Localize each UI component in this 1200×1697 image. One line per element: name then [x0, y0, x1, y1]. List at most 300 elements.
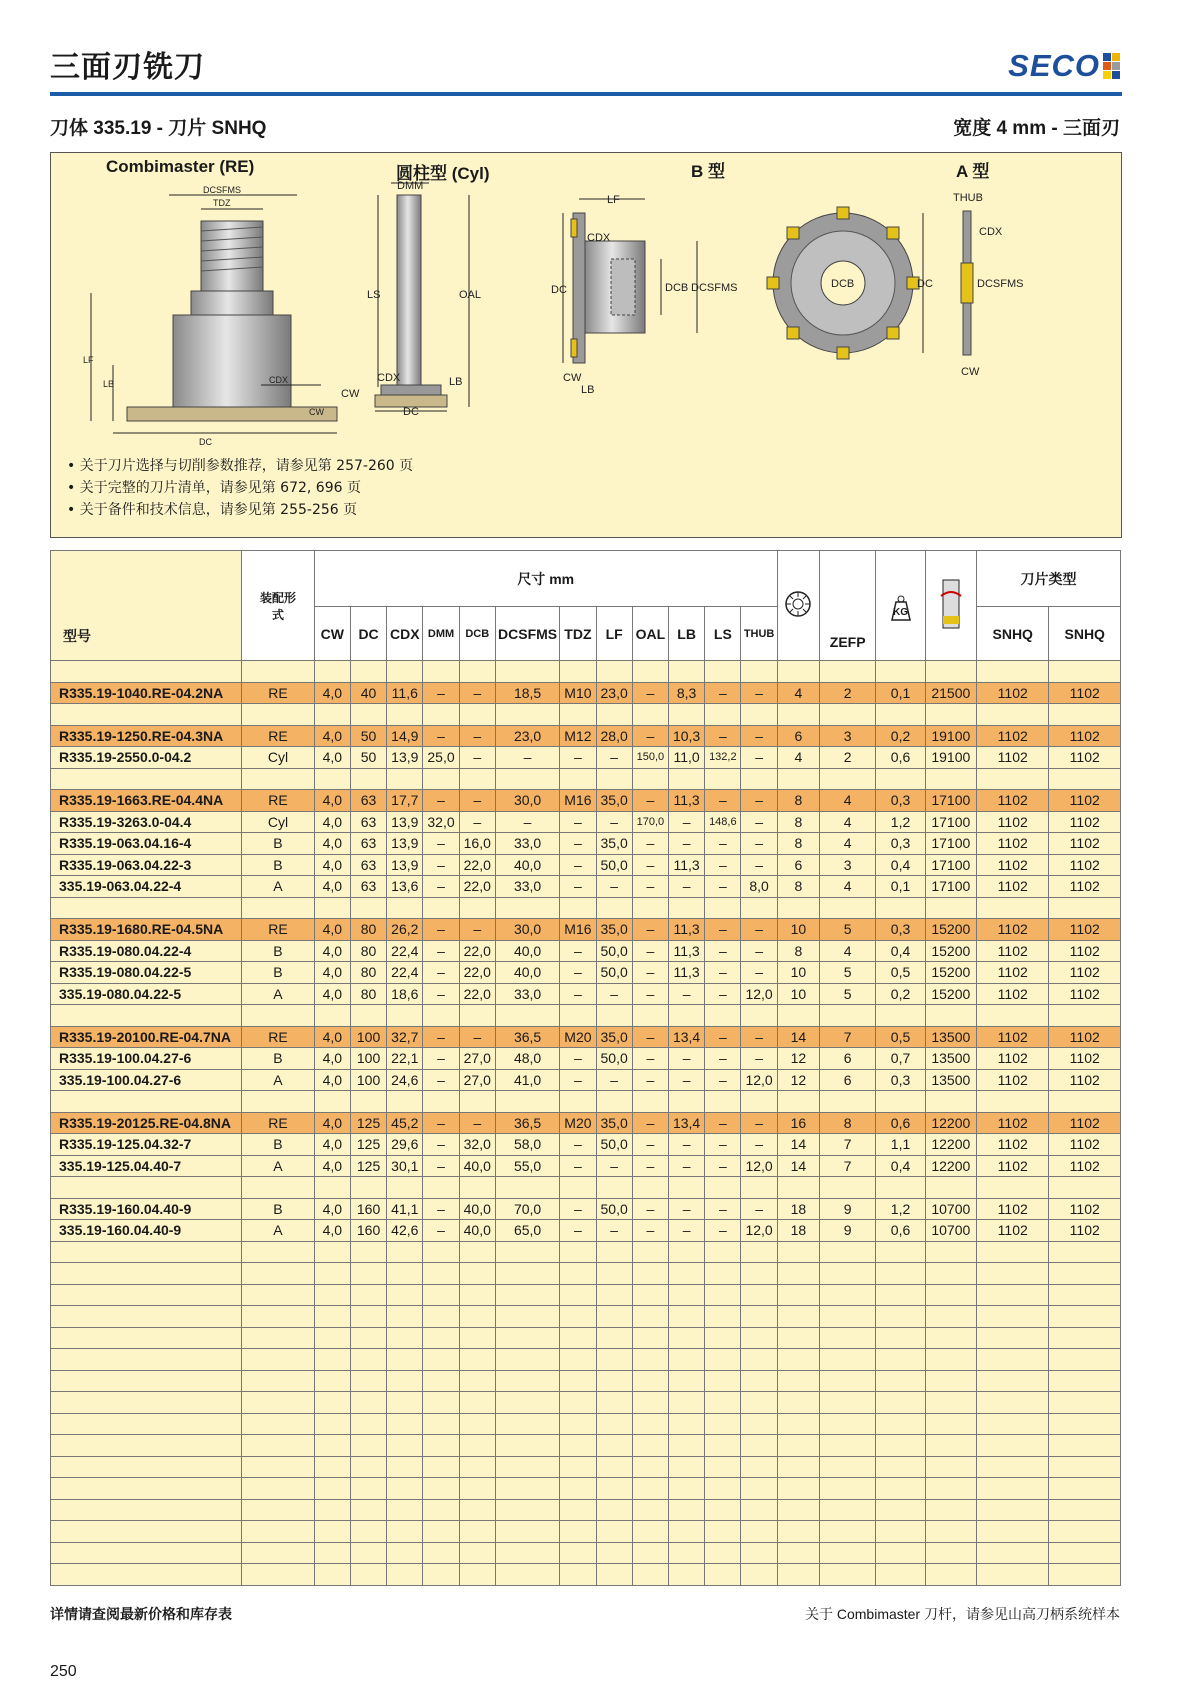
table-cell [242, 768, 314, 790]
table-cell: 15200 [925, 940, 976, 962]
table-cell: 1102 [977, 983, 1049, 1005]
table-cell [596, 1456, 632, 1478]
table-cell: – [705, 1048, 741, 1070]
table-cell: 1102 [1049, 1220, 1121, 1242]
table-cell [777, 1435, 819, 1457]
table-cell: 10700 [925, 1198, 976, 1220]
lbl-dcb-a: DCB [831, 278, 855, 290]
table-cell [668, 1564, 704, 1586]
table-cell: RE [242, 682, 314, 704]
footer-right: 关于 Combimaster 刀杆，请参见山高刀柄系统样本 [804, 1606, 1120, 1622]
table-cell [741, 1263, 777, 1285]
table-cell: – [560, 940, 596, 962]
tool-drawings [51, 153, 1121, 453]
table-cell [777, 1521, 819, 1543]
table-cell [741, 704, 777, 726]
table-cell: 4,0 [314, 854, 350, 876]
table-cell: 50,0 [596, 1134, 632, 1156]
table-cell: – [632, 1048, 668, 1070]
model-cell: 335.19-063.04.22-4 [51, 876, 242, 898]
table-cell [350, 704, 386, 726]
table-cell [705, 1327, 741, 1349]
table-cell: 11,3 [668, 940, 704, 962]
lbl-dc-a: DC [917, 278, 933, 290]
table-cell [495, 1327, 559, 1349]
table-cell [741, 1413, 777, 1435]
table-cell: 32,0 [459, 1134, 495, 1156]
table-cell [741, 1005, 777, 1027]
table-cell [350, 1456, 386, 1478]
table-cell: 17100 [925, 790, 976, 812]
table-cell: – [423, 1112, 459, 1134]
table-cell [820, 1478, 876, 1500]
table-cell: – [705, 790, 741, 812]
header-lb: LB [668, 607, 704, 661]
table-cell [387, 1499, 423, 1521]
table-cell: – [423, 790, 459, 812]
table-cell: B [242, 1048, 314, 1070]
table-cell [560, 1542, 596, 1564]
table-cell [387, 1456, 423, 1478]
table-cell: – [423, 1155, 459, 1177]
table-cell [495, 1564, 559, 1586]
table-cell: – [423, 725, 459, 747]
table-cell [495, 1306, 559, 1328]
table-cell: A [242, 1155, 314, 1177]
model-cell: R335.19-063.04.16-4 [51, 833, 242, 855]
table-cell: – [632, 1155, 668, 1177]
table-cell [820, 1284, 876, 1306]
table-cell [925, 661, 976, 683]
model-cell [51, 768, 242, 790]
table-cell: 100 [350, 1048, 386, 1070]
table-cell [560, 1349, 596, 1371]
model-cell [51, 1564, 242, 1586]
table-cell [925, 1241, 976, 1263]
model-cell: R335.19-080.04.22-4 [51, 940, 242, 962]
table-cell [350, 1542, 386, 1564]
table-cell [668, 1435, 704, 1457]
table-spacer-row [51, 1091, 1121, 1113]
panel-title-b: B 型 [691, 162, 725, 181]
header-dcb: DCB [459, 607, 495, 661]
table-row [51, 833, 1121, 855]
table-row [51, 1048, 1121, 1070]
table-cell: 4 [820, 790, 876, 812]
table-cell [777, 1499, 819, 1521]
table-cell [820, 1413, 876, 1435]
table-cell [777, 1306, 819, 1328]
table-cell [242, 1091, 314, 1113]
table-cell: 1,2 [876, 1198, 925, 1220]
table-cell [423, 1542, 459, 1564]
table-cell [242, 1284, 314, 1306]
table-cell: A [242, 1220, 314, 1242]
table-cell: – [632, 1134, 668, 1156]
table-cell [705, 661, 741, 683]
table-cell [560, 1241, 596, 1263]
table-cell [876, 897, 925, 919]
table-cell: – [741, 1112, 777, 1134]
table-cell: 1102 [977, 725, 1049, 747]
table-cell: B [242, 940, 314, 962]
table-cell: 12 [777, 1048, 819, 1070]
table-row [51, 876, 1121, 898]
table-cell: 4 [820, 940, 876, 962]
table-cell [741, 1370, 777, 1392]
table-cell: – [705, 833, 741, 855]
subtitle-left: 刀体 335.19 - 刀片 SNHQ [50, 118, 267, 139]
table-cell [423, 1177, 459, 1199]
table-cell [876, 704, 925, 726]
table-cell [242, 661, 314, 683]
table-cell: 18,5 [495, 682, 559, 704]
table-cell: – [741, 1026, 777, 1048]
table-cell [423, 1091, 459, 1113]
table-cell [925, 897, 976, 919]
table-cell [820, 1435, 876, 1457]
table-cell [632, 1349, 668, 1371]
table-cell: 4 [777, 682, 819, 704]
table-cell [459, 1349, 495, 1371]
table-cell [668, 1456, 704, 1478]
page-number: 250 [50, 1663, 77, 1680]
table-cell: 1102 [977, 1220, 1049, 1242]
table-cell: 10 [777, 983, 819, 1005]
table-cell: 12200 [925, 1134, 976, 1156]
table-cell: 2 [820, 682, 876, 704]
table-cell [423, 1392, 459, 1414]
table-cell: 10700 [925, 1220, 976, 1242]
table-cell [820, 1241, 876, 1263]
header-oal: OAL [632, 607, 668, 661]
table-cell [925, 1435, 976, 1457]
table-cell [977, 1177, 1049, 1199]
table-cell [741, 1091, 777, 1113]
table-cell [596, 661, 632, 683]
table-cell: 1102 [977, 1026, 1049, 1048]
table-cell [876, 1306, 925, 1328]
table-cell: – [741, 811, 777, 833]
table-cell: 50,0 [596, 1198, 632, 1220]
table-cell: 1102 [1049, 1155, 1121, 1177]
table-cell: 125 [350, 1155, 386, 1177]
table-cell: 63 [350, 854, 386, 876]
table-cell: 4,0 [314, 682, 350, 704]
table-cell [596, 1478, 632, 1500]
table-cell: 4,0 [314, 983, 350, 1005]
table-cell [705, 1306, 741, 1328]
model-cell [51, 1370, 242, 1392]
table-cell: 4,0 [314, 1198, 350, 1220]
table-cell: 21500 [925, 682, 976, 704]
table-cell: 4,0 [314, 876, 350, 898]
table-cell: 17100 [925, 876, 976, 898]
table-cell: 1102 [977, 1048, 1049, 1070]
table-cell: 55,0 [495, 1155, 559, 1177]
table-cell: 4,0 [314, 1112, 350, 1134]
table-cell [459, 1478, 495, 1500]
table-cell: B [242, 962, 314, 984]
table-cell: 50,0 [596, 962, 632, 984]
table-cell: 1102 [977, 854, 1049, 876]
table-cell [314, 1177, 350, 1199]
table-cell: 24,6 [387, 1069, 423, 1091]
model-cell [51, 1284, 242, 1306]
table-cell [242, 1306, 314, 1328]
table-cell [705, 768, 741, 790]
table-cell [925, 1456, 976, 1478]
table-cell: – [495, 747, 559, 769]
table-cell: 40,0 [459, 1220, 495, 1242]
table-cell: RE [242, 725, 314, 747]
table-cell [387, 1542, 423, 1564]
lbl-cdx-b: CDX [587, 232, 611, 244]
table-cell [705, 1456, 741, 1478]
table-cell [560, 1413, 596, 1435]
table-cell [632, 661, 668, 683]
table-cell [350, 1263, 386, 1285]
table-cell: 14 [777, 1026, 819, 1048]
table-cell [741, 1542, 777, 1564]
table-cell [459, 1435, 495, 1457]
table-cell [459, 1456, 495, 1478]
table-cell [242, 1478, 314, 1500]
table-cell [925, 1284, 976, 1306]
table-cell [668, 1091, 704, 1113]
table-cell [632, 1241, 668, 1263]
table-cell [314, 1349, 350, 1371]
table-cell [495, 1478, 559, 1500]
table-cell: 30,0 [495, 919, 559, 941]
table-cell [820, 1005, 876, 1027]
table-cell: – [668, 876, 704, 898]
table-cell [387, 661, 423, 683]
table-cell [876, 1005, 925, 1027]
table-cell: 40,0 [495, 854, 559, 876]
table-cell: 4,0 [314, 1155, 350, 1177]
table-cell: 1102 [977, 833, 1049, 855]
table-cell [705, 1284, 741, 1306]
table-cell: 23,0 [495, 725, 559, 747]
table-cell: 15200 [925, 919, 976, 941]
table-cell: 17,7 [387, 790, 423, 812]
table-cell: – [423, 1048, 459, 1070]
table-cell: 4,0 [314, 1134, 350, 1156]
table-cell [1049, 1499, 1121, 1521]
table-cell [495, 1263, 559, 1285]
lbl-dmm: DMM [397, 180, 424, 192]
table-cell [705, 704, 741, 726]
table-cell: 22,0 [459, 940, 495, 962]
table-cell [632, 1327, 668, 1349]
table-cell [242, 1435, 314, 1457]
table-cell [668, 1263, 704, 1285]
table-cell [314, 1327, 350, 1349]
table-spacer-row [51, 897, 1121, 919]
table-cell [459, 1091, 495, 1113]
table-cell [423, 1263, 459, 1285]
table-cell [459, 1413, 495, 1435]
table-cell [387, 1435, 423, 1457]
table-cell [1049, 1413, 1121, 1435]
header-insert-2: SNHQ [1049, 607, 1121, 661]
table-cell [876, 1542, 925, 1564]
table-cell [459, 1177, 495, 1199]
table-cell [314, 1005, 350, 1027]
table-cell: 40,0 [459, 1198, 495, 1220]
table-cell [977, 1521, 1049, 1543]
lbl-cw-cyl: CW [341, 388, 360, 400]
table-cell [705, 1241, 741, 1263]
table-cell [876, 768, 925, 790]
table-cell: 4,0 [314, 790, 350, 812]
table-cell [596, 1241, 632, 1263]
table-cell: 13,9 [387, 854, 423, 876]
table-cell: – [741, 1134, 777, 1156]
table-cell [423, 1435, 459, 1457]
table-cell: – [632, 1069, 668, 1091]
table-cell: 50,0 [596, 1048, 632, 1070]
table-cell [314, 704, 350, 726]
table-cell [668, 1327, 704, 1349]
table-cell [1049, 768, 1121, 790]
table-cell: 10 [777, 919, 819, 941]
table-cell [777, 1564, 819, 1586]
table-cell: 27,0 [459, 1048, 495, 1070]
a-type-drawing [767, 207, 973, 359]
table-cell [820, 661, 876, 683]
table-cell: 50 [350, 725, 386, 747]
table-spacer-row [51, 1177, 1121, 1199]
table-cell [632, 1284, 668, 1306]
model-cell [51, 1413, 242, 1435]
table-cell: – [632, 833, 668, 855]
lbl-cdx-re: CDX [269, 375, 289, 385]
table-spacer-row [51, 1478, 1121, 1500]
model-cell [51, 1542, 242, 1564]
table-cell: 4,0 [314, 725, 350, 747]
table-cell [705, 1370, 741, 1392]
table-cell: 4,0 [314, 1069, 350, 1091]
table-cell: 0,3 [876, 833, 925, 855]
table-cell [387, 1177, 423, 1199]
table-cell: 100 [350, 1026, 386, 1048]
table-cell: B [242, 833, 314, 855]
table-cell [1049, 1478, 1121, 1500]
table-spacer-row [51, 1370, 1121, 1392]
table-cell [705, 1413, 741, 1435]
table-cell [423, 1349, 459, 1371]
lbl-lb-cyl: LB [449, 376, 463, 388]
table-cell: 12,0 [741, 1155, 777, 1177]
table-cell: 63 [350, 833, 386, 855]
table-cell [668, 897, 704, 919]
table-cell: 1102 [1049, 962, 1121, 984]
table-cell [459, 1542, 495, 1564]
table-cell: 80 [350, 919, 386, 941]
table-cell: – [668, 1048, 704, 1070]
table-cell: 1102 [1049, 854, 1121, 876]
table-cell: – [459, 682, 495, 704]
table-cell: 1102 [1049, 1198, 1121, 1220]
table-cell [876, 1392, 925, 1414]
table-cell: – [741, 854, 777, 876]
table-cell [876, 1499, 925, 1521]
table-cell [925, 1091, 976, 1113]
table-cell [741, 1241, 777, 1263]
header-dims-group: 尺寸 mm [314, 551, 777, 607]
table-cell: 40 [350, 682, 386, 704]
table-cell: – [632, 919, 668, 941]
table-spacer-row [51, 1521, 1121, 1543]
table-cell: – [560, 1069, 596, 1091]
header-tdz: TDZ [560, 607, 596, 661]
table-cell: 19100 [925, 747, 976, 769]
table-cell: 19100 [925, 725, 976, 747]
table-cell [314, 1241, 350, 1263]
table-spacer-row [51, 1349, 1121, 1371]
model-cell [51, 1241, 242, 1263]
table-cell [314, 897, 350, 919]
table-cell [387, 704, 423, 726]
table-cell [977, 1349, 1049, 1371]
table-cell: 13,4 [668, 1026, 704, 1048]
model-cell [51, 1177, 242, 1199]
table-cell: 13500 [925, 1069, 976, 1091]
table-cell: – [459, 1026, 495, 1048]
table-cell [741, 1306, 777, 1328]
table-cell: 8 [777, 833, 819, 855]
table-cell [777, 1327, 819, 1349]
table-cell: 22,0 [459, 854, 495, 876]
table-cell [741, 1349, 777, 1371]
model-cell [51, 1349, 242, 1371]
table-spacer-row [51, 1542, 1121, 1564]
table-cell: 36,5 [495, 1112, 559, 1134]
table-cell: 0,7 [876, 1048, 925, 1070]
table-cell [668, 1478, 704, 1500]
table-cell [876, 1521, 925, 1543]
table-cell: 4 [820, 876, 876, 898]
table-cell: 1102 [1049, 833, 1121, 855]
model-cell: R335.19-1250.RE-04.3NA [51, 725, 242, 747]
table-cell [350, 897, 386, 919]
lbl-cw-b: CW [563, 372, 582, 384]
table-cell [777, 1456, 819, 1478]
table-cell: – [705, 1026, 741, 1048]
table-cell: – [632, 1112, 668, 1134]
table-row [51, 1134, 1121, 1156]
table-cell [820, 1263, 876, 1285]
table-cell: 4,0 [314, 1026, 350, 1048]
table-cell [777, 661, 819, 683]
table-cell [495, 1349, 559, 1371]
table-cell: 33,0 [495, 833, 559, 855]
table-cell [596, 1499, 632, 1521]
table-cell: – [560, 1134, 596, 1156]
table-cell: – [459, 790, 495, 812]
table-cell [1049, 704, 1121, 726]
table-cell [820, 1306, 876, 1328]
table-cell [242, 1499, 314, 1521]
table-spacer-row [51, 1413, 1121, 1435]
table-cell: 80 [350, 940, 386, 962]
model-cell [51, 1327, 242, 1349]
table-cell [977, 1241, 1049, 1263]
table-cell: 1102 [977, 1069, 1049, 1091]
table-row [51, 983, 1121, 1005]
